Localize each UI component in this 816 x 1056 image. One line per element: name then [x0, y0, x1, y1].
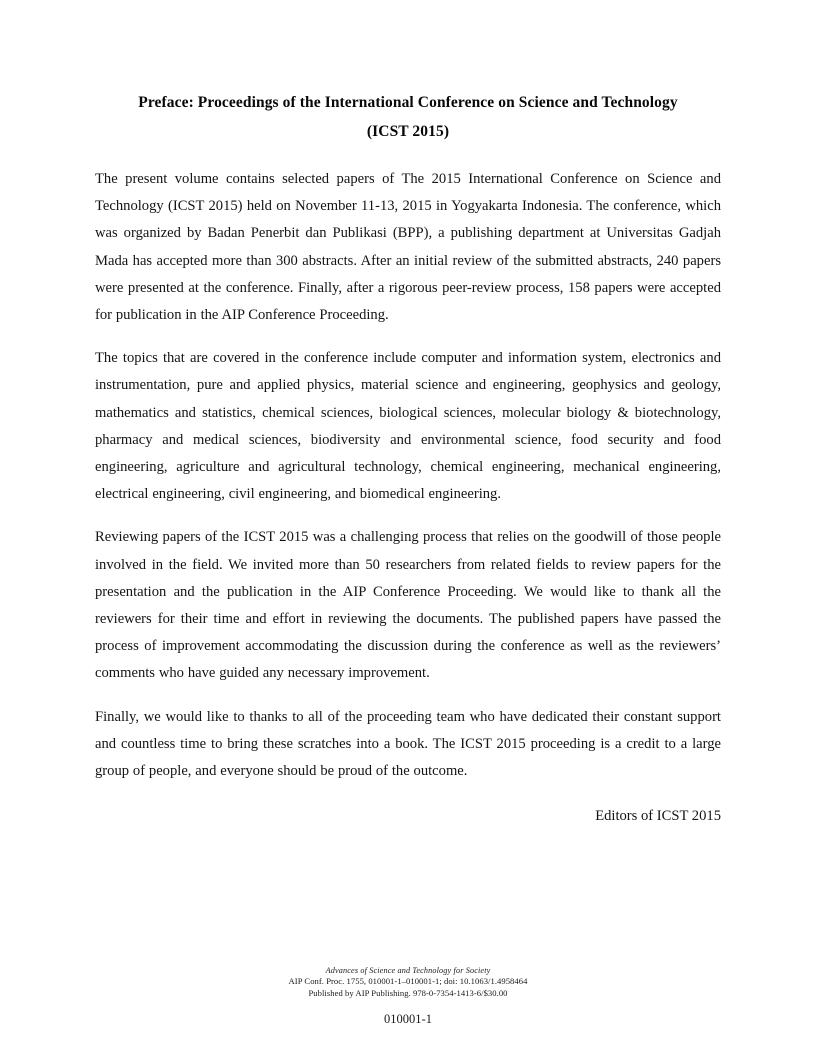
- page-title: Preface: Proceedings of the International Conference on Science and Technology (ICST 2015): [138, 94, 678, 140]
- document-body: [95, 88, 721, 830]
- paragraph-2: The topics that are covered in the conference include computer and information system, electronics and instrumentation, pure and applied physics, material science and engineering, geophysics and geology, mathematics and statistics, chemical sciences, biological sciences, molecular biology & biotechnology, pharmacy and medical sciences, biodiversity and environmental science, food security and food engineering, agriculture and agricultural technology, chemical engineering, mechanical engineering, electrical engineering, civil engineering, and biomedical engineering.: [95, 350, 721, 503]
- footer-journal-title: Advances of Science and Technology for Society: [325, 966, 491, 975]
- footer-citation: AIP Conf. Proc. 1755, 010001-1–010001-1; doi: 10.1063/1.4958464: [288, 976, 528, 986]
- page-number: 010001-1: [384, 1012, 432, 1026]
- footer-publisher: Published by AIP Publishing. 978-0-7354-1413-6/$30.00: [308, 987, 508, 998]
- signature-line: Editors of ICST 2015: [595, 808, 721, 825]
- paragraph-3: Reviewing papers of the ICST 2015 was a challenging process that relies on the goodwill of those people involved in the field. We invited more than 50 researchers from related fields to review papers for the presentation and the publication in the AIP Conference Proceeding. We would like to thank all the reviewers for their time and effort in reviewing the documents. The published papers have passed the process of improvement accommodating the discussion during the conference as well as the reviewers’ comments who have guided any necessary improvement.: [95, 529, 721, 682]
- page-footer: [0, 965, 816, 999]
- paragraph-4: Finally, we would like to thanks to all of the proceeding team who have dedicated their constant support and countless time to bring these scratches into a book. The ICST 2015 proceeding is a credit to a large group of people, and everyone should be proud of the outcome.: [95, 708, 721, 780]
- paragraph-1: The present volume contains selected papers of The 2015 International Conference on Science and Technology (ICST 2015) held on November 11-13, 2015 in Yogyakarta Indonesia. The conference, which was organized by Badan Penerbit dan Publikasi (BPP), a publishing department at Universitas Gadjah Mada has accepted more than 300 abstracts. After an initial review of the submitted abstracts, 240 papers were presented at the conference. Finally, after a rigorous peer-review process, 158 papers were accepted for publication in the AIP Conference Proceeding.: [95, 171, 721, 324]
